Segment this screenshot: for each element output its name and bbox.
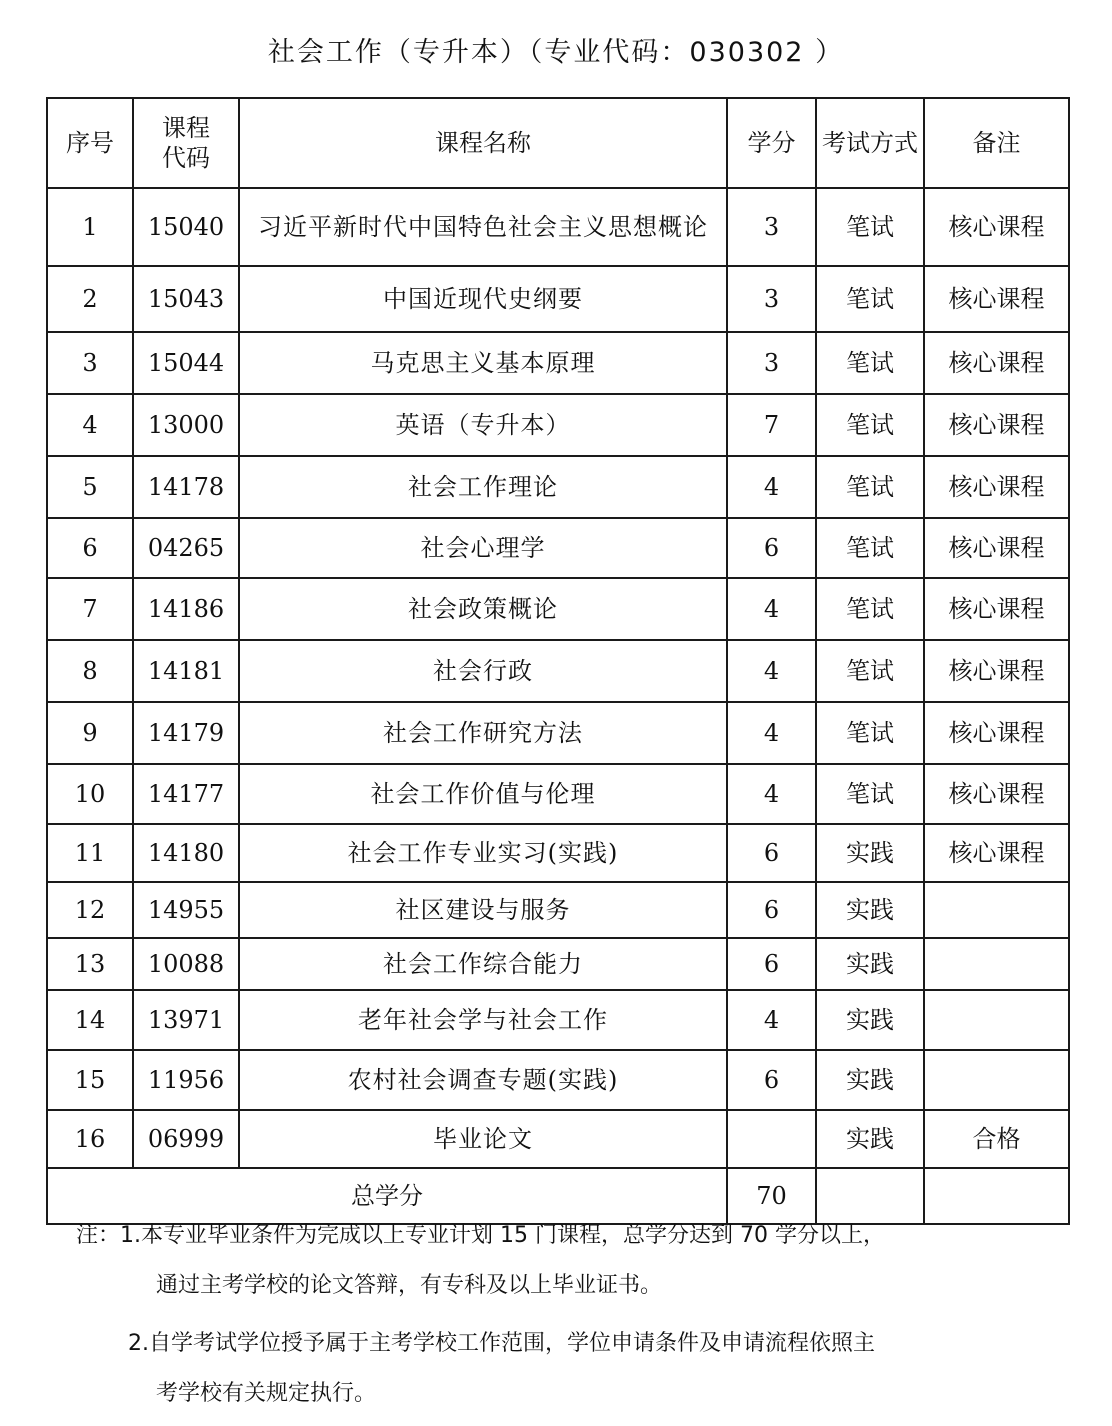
row-course-name: 马克思主义基本原理	[239, 332, 727, 394]
row-exam-method: 笔试	[816, 456, 924, 518]
row-credits: 4	[727, 990, 816, 1050]
row-remark: 核心课程	[924, 578, 1069, 640]
row-course-name: 社会工作价值与伦理	[239, 764, 727, 824]
row-credits: 3	[727, 266, 816, 332]
row-exam-method: 笔试	[816, 266, 924, 332]
note-1-line-2: 通过主考学校的论文答辩，有专科及以上毕业证书。	[156, 1273, 663, 1298]
row-course-name: 社会工作专业实习(实践)	[239, 824, 727, 882]
total-row	[47, 1168, 1069, 1224]
row-course-code: 15043	[133, 266, 239, 332]
row-index: 14	[47, 990, 133, 1050]
row-course-name: 社会工作理论	[239, 456, 727, 518]
note-2-line-2: 考学校有关规定执行。	[156, 1381, 377, 1406]
row-course-code: 15044	[133, 332, 239, 394]
row-credits: 4	[727, 702, 816, 764]
row-remark: 核心课程	[924, 518, 1069, 578]
row-index: 15	[47, 1050, 133, 1110]
row-course-code: 06999	[133, 1110, 239, 1168]
row-course-code: 14178	[133, 456, 239, 518]
note-2-line-1: 2.自学考试学位授予属于主考学校工作范围，学位申请条件及申请流程依照主	[128, 1331, 875, 1356]
header-course-code-line2: 代码	[162, 144, 210, 172]
row-remark: 核心课程	[924, 640, 1069, 702]
row-course-code: 11956	[133, 1050, 239, 1110]
row-remark	[924, 882, 1069, 938]
row-course-code: 13971	[133, 990, 239, 1050]
row-index: 12	[47, 882, 133, 938]
row-course-name: 毕业论文	[239, 1110, 727, 1168]
row-remark: 合格	[924, 1110, 1069, 1168]
row-course-code: 10088	[133, 938, 239, 990]
row-remark	[924, 938, 1069, 990]
row-credits: 6	[727, 938, 816, 990]
row-credits: 3	[727, 332, 816, 394]
row-course-name: 社会政策概论	[239, 578, 727, 640]
table-row	[47, 188, 1069, 266]
total-remark-empty	[924, 1168, 1069, 1224]
row-exam-method: 笔试	[816, 640, 924, 702]
row-exam-method: 笔试	[816, 764, 924, 824]
note-1-continuation	[76, 1268, 1056, 1318]
header-index: 序号	[47, 98, 133, 188]
notes-prefix: 注：	[76, 1223, 121, 1248]
row-course-code: 15040	[133, 188, 239, 266]
note-2	[76, 1326, 1056, 1376]
row-course-code: 14179	[133, 702, 239, 764]
row-course-name: 社会行政	[239, 640, 727, 702]
table-header-row	[47, 98, 1069, 188]
row-exam-method: 实践	[816, 938, 924, 990]
row-course-name: 中国近现代史纲要	[239, 266, 727, 332]
row-index: 10	[47, 764, 133, 824]
header-course-name: 课程名称	[239, 98, 727, 188]
row-course-name: 社区建设与服务	[239, 882, 727, 938]
row-remark: 核心课程	[924, 332, 1069, 394]
header-exam-method: 考试方式	[816, 98, 924, 188]
row-index: 4	[47, 394, 133, 456]
row-remark: 核心课程	[924, 394, 1069, 456]
row-index: 13	[47, 938, 133, 990]
row-index: 11	[47, 824, 133, 882]
row-index: 9	[47, 702, 133, 764]
row-remark: 核心课程	[924, 764, 1069, 824]
row-exam-method: 笔试	[816, 518, 924, 578]
row-course-code: 14955	[133, 882, 239, 938]
row-remark	[924, 1050, 1069, 1110]
row-credits	[727, 1110, 816, 1168]
row-credits: 6	[727, 824, 816, 882]
row-credits: 4	[727, 764, 816, 824]
row-remark: 核心课程	[924, 824, 1069, 882]
row-index: 8	[47, 640, 133, 702]
notes	[76, 1218, 1056, 1426]
row-exam-method: 实践	[816, 882, 924, 938]
row-exam-method: 实践	[816, 1050, 924, 1110]
header-course-code	[133, 98, 239, 188]
table-row	[47, 938, 1069, 990]
row-credits: 6	[727, 1050, 816, 1110]
row-course-name: 习近平新时代中国特色社会主义思想概论	[239, 188, 727, 266]
row-index: 2	[47, 266, 133, 332]
total-label: 总学分	[47, 1168, 727, 1224]
row-course-code: 14180	[133, 824, 239, 882]
row-index: 7	[47, 578, 133, 640]
row-exam-method: 笔试	[816, 332, 924, 394]
table-row	[47, 640, 1069, 702]
row-course-name: 英语（专升本）	[239, 394, 727, 456]
row-remark: 核心课程	[924, 456, 1069, 518]
header-remark: 备注	[924, 98, 1069, 188]
table-row	[47, 1050, 1069, 1110]
table-row	[47, 332, 1069, 394]
course-table	[46, 97, 1070, 1225]
row-exam-method: 笔试	[816, 394, 924, 456]
table-row	[47, 824, 1069, 882]
row-index: 1	[47, 188, 133, 266]
header-credits: 学分	[727, 98, 816, 188]
total-credits: 70	[727, 1168, 816, 1224]
row-index: 16	[47, 1110, 133, 1168]
row-index: 5	[47, 456, 133, 518]
row-remark	[924, 990, 1069, 1050]
row-course-code: 13000	[133, 394, 239, 456]
row-credits: 6	[727, 518, 816, 578]
table-row	[47, 456, 1069, 518]
row-credits: 7	[727, 394, 816, 456]
row-course-name: 老年社会学与社会工作	[239, 990, 727, 1050]
row-course-code: 14177	[133, 764, 239, 824]
table-row	[47, 518, 1069, 578]
row-credits: 4	[727, 456, 816, 518]
note-1	[76, 1218, 1056, 1268]
header-course-code-line1: 课程	[162, 114, 210, 142]
row-course-name: 社会心理学	[239, 518, 727, 578]
row-course-code: 14186	[133, 578, 239, 640]
row-exam-method: 笔试	[816, 702, 924, 764]
table-row	[47, 990, 1069, 1050]
table-row	[47, 266, 1069, 332]
row-exam-method: 实践	[816, 1110, 924, 1168]
row-credits: 6	[727, 882, 816, 938]
total-exam-empty	[816, 1168, 924, 1224]
table-row	[47, 578, 1069, 640]
row-remark: 核心课程	[924, 266, 1069, 332]
row-credits: 3	[727, 188, 816, 266]
row-exam-method: 笔试	[816, 578, 924, 640]
row-remark: 核心课程	[924, 188, 1069, 266]
row-course-code: 14181	[133, 640, 239, 702]
row-index: 3	[47, 332, 133, 394]
row-course-name: 社会工作综合能力	[239, 938, 727, 990]
row-credits: 4	[727, 578, 816, 640]
row-exam-method: 实践	[816, 990, 924, 1050]
row-exam-method: 笔试	[816, 188, 924, 266]
row-course-code: 04265	[133, 518, 239, 578]
note-2-continuation	[76, 1376, 1056, 1426]
row-exam-method: 实践	[816, 824, 924, 882]
page-title: 社会工作（专升本）（专业代码：030302 ）	[267, 37, 845, 68]
note-1-line-1: 1.本专业毕业条件为完成以上专业计划 15 门课程，总学分达到 70 学分以上，	[120, 1223, 885, 1248]
table-row	[47, 702, 1069, 764]
row-course-name: 农村社会调查专题(实践)	[239, 1050, 727, 1110]
row-remark: 核心课程	[924, 702, 1069, 764]
table-row	[47, 764, 1069, 824]
row-index: 6	[47, 518, 133, 578]
row-course-name: 社会工作研究方法	[239, 702, 727, 764]
table-row	[47, 394, 1069, 456]
table-row	[47, 882, 1069, 938]
row-credits: 4	[727, 640, 816, 702]
table-body	[47, 188, 1069, 1168]
table-row	[47, 1110, 1069, 1168]
